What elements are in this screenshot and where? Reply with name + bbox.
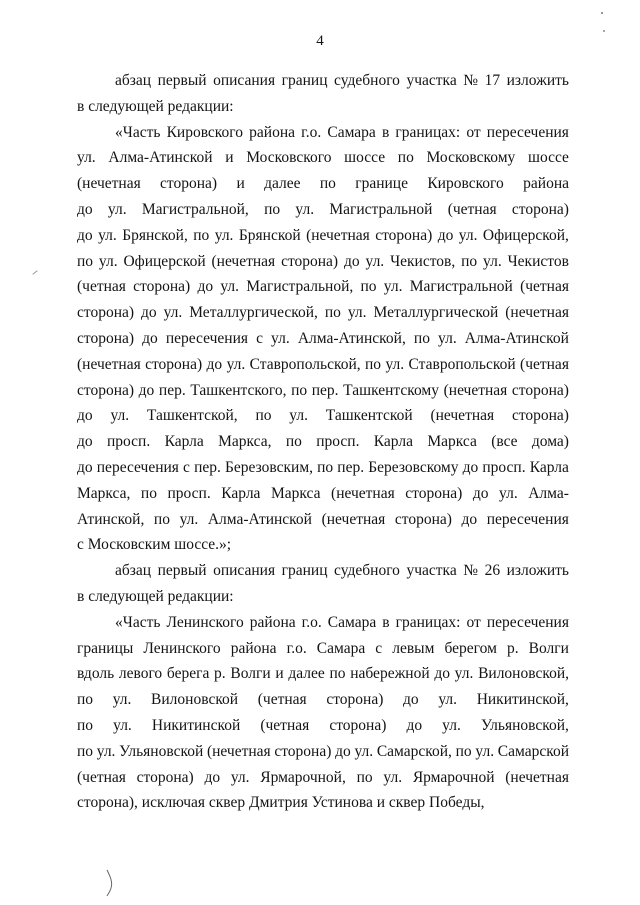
text-line xyxy=(77,352,569,378)
word: района xyxy=(230,639,277,657)
word: ул. xyxy=(214,226,234,244)
word: границ xyxy=(281,562,328,580)
word: пер. xyxy=(337,458,365,476)
word: ул. xyxy=(442,716,461,734)
word: по xyxy=(461,252,478,270)
word: ул. xyxy=(179,510,199,528)
word: по xyxy=(285,433,302,451)
word: ул. xyxy=(295,200,315,218)
word: по xyxy=(413,329,430,347)
word: Кировского xyxy=(427,175,504,193)
word: сторона) xyxy=(375,226,433,244)
word: ул. xyxy=(98,252,118,270)
word: Карла xyxy=(529,458,569,476)
word: по xyxy=(255,407,272,425)
word: Алма-Атинской, xyxy=(297,329,406,347)
word: просп. xyxy=(482,458,526,476)
word: судебного xyxy=(334,72,400,89)
text-line xyxy=(77,197,569,223)
word: вдоль xyxy=(77,665,115,683)
word: до xyxy=(461,510,478,528)
word: г.о. xyxy=(301,123,322,141)
word: ул. xyxy=(220,278,240,296)
word: до xyxy=(77,200,93,218)
word: Ташкентскому xyxy=(343,381,439,399)
word: пер. xyxy=(311,381,339,399)
word: Самара xyxy=(316,639,366,657)
word: первый xyxy=(157,562,207,580)
word: ул. xyxy=(383,278,403,296)
word: Самара xyxy=(327,613,377,631)
word: абзац xyxy=(115,562,152,580)
word: по xyxy=(317,458,334,476)
word: Ставропольской, xyxy=(249,355,361,373)
word: по xyxy=(329,665,346,683)
word: (все xyxy=(491,433,518,451)
word: до xyxy=(206,355,223,373)
word: по xyxy=(319,175,336,193)
word: Вилоновской xyxy=(151,691,239,709)
word: пересечения xyxy=(486,613,569,631)
word: по xyxy=(397,149,414,167)
word: до xyxy=(77,407,93,425)
word: (нечетная xyxy=(306,226,370,244)
word: далее xyxy=(264,175,301,193)
text-line xyxy=(77,713,569,739)
text-line xyxy=(77,378,569,404)
text-line xyxy=(77,429,569,455)
word: ул. xyxy=(347,304,367,322)
word: Никитинской, xyxy=(476,691,569,709)
word: Волги xyxy=(230,665,271,683)
word: ул. xyxy=(271,329,290,347)
word: сторона) xyxy=(136,768,194,786)
text-line xyxy=(77,455,569,481)
word: ул. xyxy=(96,742,116,760)
word: ул. xyxy=(354,742,374,760)
word: до xyxy=(204,768,221,786)
word: Металлургической xyxy=(373,304,499,322)
word: шоссе xyxy=(528,149,569,167)
word: Ленинского xyxy=(143,639,221,657)
word: до xyxy=(142,329,158,347)
word: сторона) xyxy=(145,355,203,373)
word: ул. xyxy=(365,252,385,270)
word: сторона) xyxy=(405,484,463,502)
word: (четная xyxy=(77,278,126,296)
text-line xyxy=(77,765,569,791)
word: (четная xyxy=(77,768,126,786)
word: сторона) xyxy=(511,407,569,425)
word: г.о. xyxy=(286,639,307,657)
word: «Часть xyxy=(115,613,161,631)
word: ул. xyxy=(483,252,502,270)
word: ул. xyxy=(438,691,458,709)
word: участка xyxy=(406,72,457,89)
word: (нечетная xyxy=(443,381,508,399)
word: от xyxy=(466,613,481,631)
word: Магистральной xyxy=(409,278,513,296)
word: сторона) xyxy=(160,175,218,193)
word: ул. xyxy=(385,355,405,373)
word: (нечетная xyxy=(505,768,569,786)
word: по xyxy=(77,716,94,734)
paragraph xyxy=(77,120,569,559)
text-line xyxy=(77,145,569,171)
text-line xyxy=(77,120,569,146)
word: Ташкентского, xyxy=(190,381,287,399)
text-line xyxy=(77,661,569,687)
text-line: в следующей редакции: xyxy=(77,587,234,605)
word: по xyxy=(140,484,157,502)
word: Ярмарочной xyxy=(412,768,495,786)
word: ул. xyxy=(226,355,246,373)
word: ул. xyxy=(77,149,96,167)
word: Ленинского xyxy=(166,613,244,631)
word: Маркса xyxy=(427,433,477,451)
paragraph xyxy=(77,610,569,816)
text-line xyxy=(77,249,569,275)
word: Ярмарочной, xyxy=(260,768,346,786)
text-line: с Московским шоссе.»; xyxy=(77,536,232,554)
word: р. xyxy=(214,665,226,683)
word: по xyxy=(356,768,373,786)
word: с xyxy=(256,329,263,347)
word: (нечетная xyxy=(211,252,276,270)
word: ул. xyxy=(230,768,250,786)
word: района xyxy=(249,613,296,631)
word: Березовскому xyxy=(368,458,459,476)
word: Магистральной, xyxy=(141,200,249,218)
word: Брянской, xyxy=(122,226,188,244)
word: р. xyxy=(506,639,519,657)
word: до xyxy=(472,484,489,502)
word: Алма- xyxy=(528,484,569,502)
word: Карла xyxy=(221,484,261,502)
scan-speck xyxy=(601,12,603,14)
word: сторона) xyxy=(274,742,332,760)
text-line xyxy=(77,636,569,662)
word: Магистральной xyxy=(329,200,433,218)
word: до xyxy=(77,433,93,451)
word: 17 xyxy=(484,72,501,89)
word: набережной xyxy=(350,665,430,683)
word: сторона) xyxy=(77,329,135,347)
word: до xyxy=(138,381,155,399)
word: до xyxy=(462,458,479,476)
word: сторона) xyxy=(281,252,339,270)
word: ул. xyxy=(98,226,117,244)
word: пер. xyxy=(194,458,221,476)
word: Маркса xyxy=(270,484,321,502)
word: изложить xyxy=(506,72,569,89)
word: до xyxy=(141,304,157,322)
word: далее xyxy=(288,665,325,683)
word: до xyxy=(343,252,360,270)
word: и xyxy=(225,149,234,167)
word: Самарской xyxy=(497,742,569,760)
word: ул. xyxy=(107,200,127,218)
word: с xyxy=(183,458,190,476)
word: и xyxy=(275,665,284,683)
word: Карла xyxy=(373,433,413,451)
word: шоссе xyxy=(344,149,386,167)
word: Ташкентской xyxy=(325,407,413,425)
word: до xyxy=(403,691,419,709)
word: Чекистов, xyxy=(390,252,456,270)
word: по xyxy=(291,381,308,399)
word: просп. xyxy=(106,433,151,451)
word: Московского xyxy=(246,149,332,167)
word: района xyxy=(249,123,296,141)
word: до xyxy=(77,458,93,476)
word: просп. xyxy=(167,484,211,502)
word: до xyxy=(434,665,450,683)
word: (четная xyxy=(447,200,497,218)
word: ул. xyxy=(458,226,478,244)
word: сторона) xyxy=(326,691,384,709)
word: судебного xyxy=(334,562,400,580)
word: от xyxy=(466,123,481,141)
text-line xyxy=(77,274,569,300)
word: по xyxy=(77,742,94,760)
word: по xyxy=(193,226,210,244)
word: Маркса, xyxy=(77,484,131,502)
word: изложить xyxy=(506,562,569,580)
word: № xyxy=(463,72,479,89)
word: Алма-Атинской xyxy=(108,149,213,167)
word: Березовским, xyxy=(225,458,313,476)
word: Кировского xyxy=(166,123,244,141)
word: сторона) xyxy=(511,381,569,399)
word: (четная xyxy=(520,278,569,296)
word: 26 xyxy=(484,562,501,580)
word: по xyxy=(77,252,94,270)
word: ул. xyxy=(475,742,495,760)
word: (нечетная xyxy=(505,304,569,322)
word: в xyxy=(382,613,390,631)
word: Чекистов xyxy=(507,252,569,270)
word: ул. xyxy=(163,304,183,322)
word: (четная xyxy=(260,716,310,734)
word: № xyxy=(463,562,479,580)
pen-mark xyxy=(104,868,120,903)
word: сторона) xyxy=(329,716,387,734)
word: до xyxy=(77,226,93,244)
word: берега xyxy=(166,665,210,683)
paragraph xyxy=(77,558,569,610)
word: Никитинской xyxy=(151,716,241,734)
word: берегом xyxy=(444,639,497,657)
word: сторона) xyxy=(77,304,135,322)
word: г.о. xyxy=(301,613,322,631)
word: «Часть xyxy=(115,123,161,141)
word: левого xyxy=(118,665,163,683)
word: Ташкентской, xyxy=(146,407,238,425)
word: Офицерской, xyxy=(482,226,569,244)
word: Офицерской xyxy=(123,252,206,270)
word: границе xyxy=(355,175,408,193)
word: абзац xyxy=(115,72,152,89)
word: границ xyxy=(281,72,328,89)
word: (нечетная xyxy=(430,407,495,425)
word: Волги xyxy=(528,639,569,657)
word: района xyxy=(523,175,569,193)
text-line xyxy=(77,507,569,533)
scan-speck xyxy=(32,270,37,275)
word: по xyxy=(153,510,170,528)
scan-speck xyxy=(603,30,605,32)
word: пересечения xyxy=(486,123,569,141)
word: ул. xyxy=(113,716,132,734)
word: сторона) xyxy=(394,510,452,528)
word: Атинской, xyxy=(77,510,145,528)
word: Брянской xyxy=(238,226,301,244)
word: до xyxy=(335,742,351,760)
word: описания xyxy=(213,72,276,89)
word: границы xyxy=(77,639,134,657)
word: Алма-Атинской xyxy=(464,329,569,347)
word: сторона) xyxy=(77,381,135,399)
word: (нечетная xyxy=(77,355,141,373)
word: пер. xyxy=(158,381,186,399)
word: ул. xyxy=(438,329,457,347)
word: Магистральной, xyxy=(246,278,354,296)
text-line xyxy=(77,68,569,94)
word: ул. xyxy=(112,691,132,709)
word: по xyxy=(324,304,341,322)
word: Ульяновской, xyxy=(480,716,569,734)
word: (нечетная xyxy=(77,175,141,193)
word: Карла xyxy=(164,433,204,451)
text-line xyxy=(77,687,569,713)
document-body xyxy=(77,68,569,816)
word: Маркса, xyxy=(218,433,272,451)
word: ул. xyxy=(383,768,403,786)
word: ул. xyxy=(454,665,474,683)
word: и xyxy=(236,175,245,193)
word: по xyxy=(365,355,382,373)
word: сторона) xyxy=(133,278,191,296)
word: до xyxy=(406,716,423,734)
word: ул. xyxy=(110,407,130,425)
page-number: 4 xyxy=(316,33,324,49)
word: Ставропольской xyxy=(408,355,516,373)
word: с xyxy=(375,639,383,657)
word: левым xyxy=(392,639,435,657)
text-line: в следующей редакции: xyxy=(77,97,234,115)
word: границах: xyxy=(395,123,461,141)
word: ул. xyxy=(289,407,308,425)
word: (четная xyxy=(257,691,307,709)
word: до xyxy=(437,226,454,244)
text-line xyxy=(77,326,569,352)
text-line xyxy=(77,481,569,507)
text-line xyxy=(77,223,569,249)
text-line xyxy=(77,171,569,197)
word: пересечения xyxy=(165,329,248,347)
word: Алма-Атинской xyxy=(207,510,312,528)
word: (нечетная xyxy=(321,510,386,528)
word: Ульяновской xyxy=(119,742,204,760)
text-line xyxy=(77,739,569,765)
word: Московскому xyxy=(426,149,516,167)
word: ул. xyxy=(499,484,518,502)
word: Вилоновской, xyxy=(478,665,569,683)
text-line xyxy=(77,403,569,429)
word: (нечетная xyxy=(331,484,395,502)
word: участка xyxy=(406,562,457,580)
word: пересечения xyxy=(486,510,569,528)
word: по xyxy=(77,691,94,709)
word: границах: xyxy=(395,613,461,631)
word: Металлургической, xyxy=(189,304,318,322)
text-line xyxy=(77,610,569,636)
word: Самара xyxy=(327,123,376,141)
word: по xyxy=(360,278,377,296)
word: просп. xyxy=(316,433,360,451)
word: пересечения xyxy=(96,458,179,476)
word: по xyxy=(455,742,472,760)
word: (четная xyxy=(520,355,569,373)
word: по xyxy=(264,200,281,218)
word: первый xyxy=(157,72,207,89)
text-line: сторона), исключая сквер Дмитрия Устинова и сквер Победы, xyxy=(77,794,485,812)
word: до xyxy=(197,278,214,296)
paragraph xyxy=(77,68,569,120)
word: сторона) xyxy=(511,200,569,218)
word: дома) xyxy=(531,433,569,451)
text-line xyxy=(77,300,569,326)
word: в xyxy=(381,123,390,141)
text-line xyxy=(77,558,569,584)
word: описания xyxy=(213,562,276,580)
word: Самарской, xyxy=(376,742,452,760)
word: (нечетная xyxy=(206,742,271,760)
